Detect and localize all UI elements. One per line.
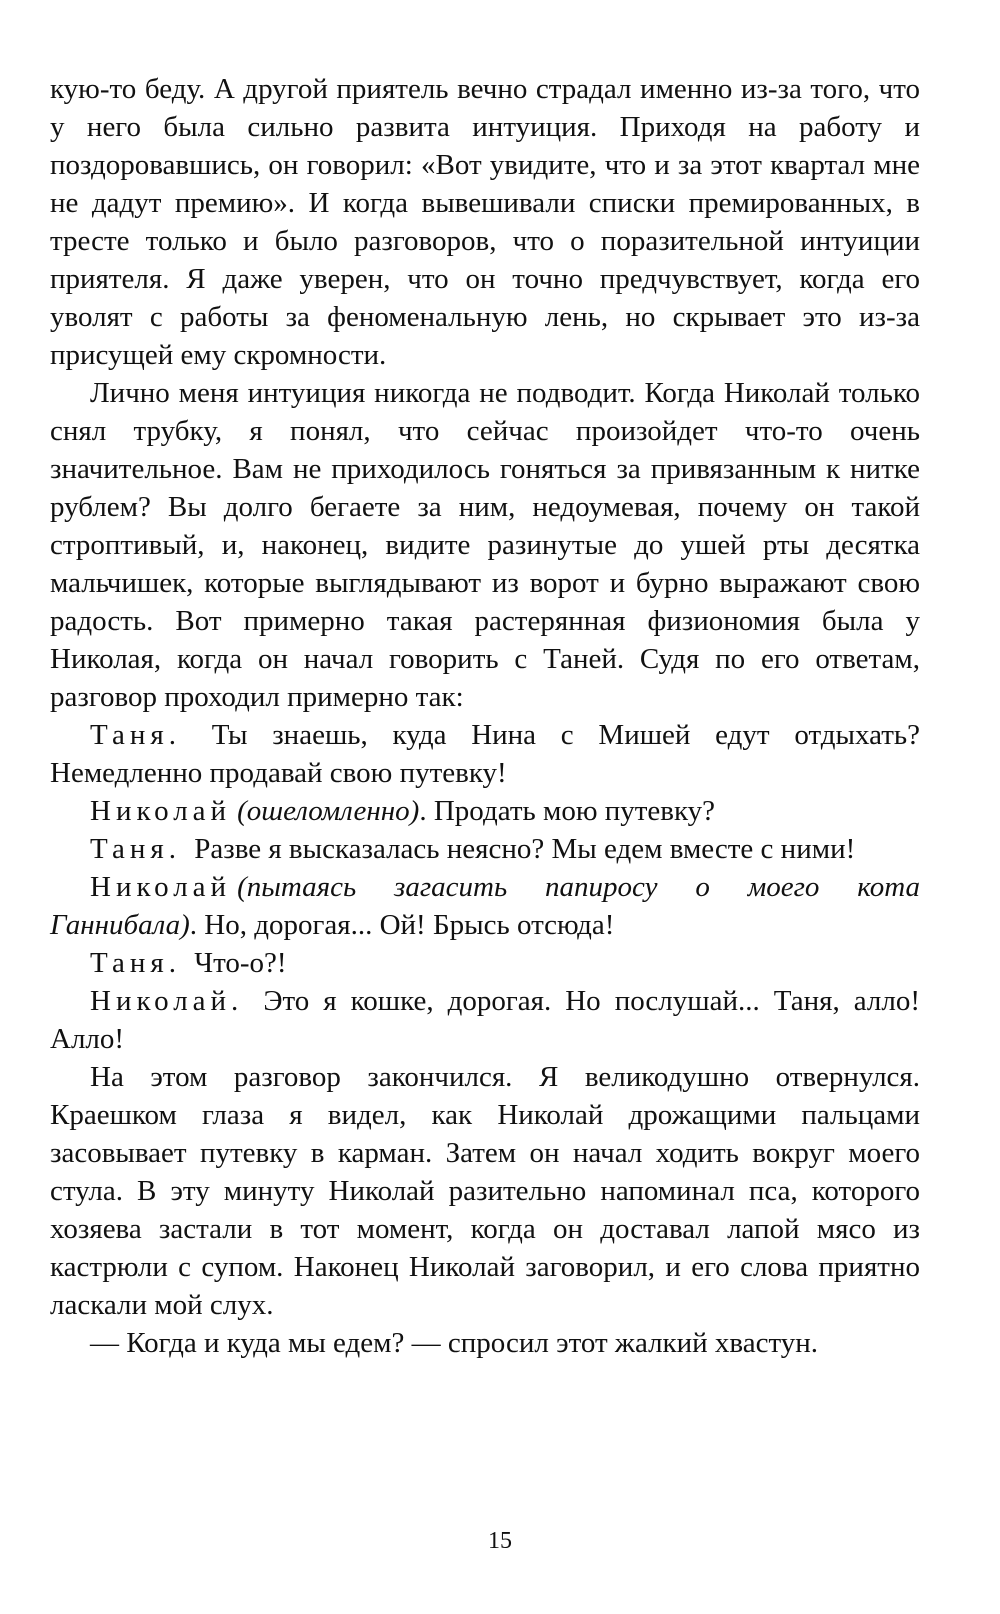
paragraph-final-line: — Когда и куда мы едем? — спросил этот жалкий хвастун. <box>90 1327 819 1359</box>
dialogue-text: Это я кошке, дорогая. Но послушай... Таня, алло! Алло! <box>50 985 920 1055</box>
dialogue-text: Что-о?! <box>186 947 287 979</box>
dialogue-line <box>50 792 920 830</box>
dialogue-text: . Продать мою путевку? <box>419 795 716 827</box>
body-text <box>50 70 920 1362</box>
dialogue-text: Разве я высказалась неясно? Мы едем вместе с ними! <box>186 833 856 865</box>
speaker-name: Николай. <box>90 985 244 1017</box>
dialogue-line <box>50 868 920 944</box>
dialogue-line <box>50 982 920 1058</box>
speaker-name: Николай <box>90 795 232 827</box>
dialogue-line <box>50 830 920 868</box>
dialogue-text: . Но, дорогая... Ой! Брысь отсюда! <box>189 909 615 941</box>
speaker-name: Таня. <box>90 719 181 751</box>
stage-remark: (ошеломленно) <box>237 795 420 827</box>
paragraph-phone-call: Лично меня интуиция никогда не подводит. Когда Николай только снял трубку, я понял, что сейчас произойдет что-то очень значительное. Вам не приходилось гоняться за привязанным к нитке рублем? Вы долго бегаете за ним, недоумевая, почему он такой строптивый, и, наконец, видите разинутые до ушей рты десятка мальчишек, которые выглядывают из ворот и бурно выражают свою радость. Вот примерно такая растерянная физиономия была у Николая, когда он начал говорить с Таней. Судя по его ответам, разговор проходил примерно так: <box>50 377 920 713</box>
speaker-name: Николай <box>90 871 232 903</box>
page-number: 15 <box>488 1528 512 1554</box>
paragraph-intuition: кую-то беду. А другой приятель вечно страдал именно из-за того, что у него была сильно развита интуиция. Приходя на работу и поздоровавшись, он говорил: «Вот увидите, что и за этот квартал мне не дадут премию». И когда вывешивали списки премированных, в тресте только и было разговоров, что о поразительной интуиции приятеля. Я даже уверен, что он точно предчувствует, когда его уволят с работы за феноменальную лень, но скрывает это из-за присущей ему скромности. <box>50 73 920 371</box>
speaker-name: Таня. <box>90 947 181 979</box>
stage-remark: (пытаясь загасить папиросу о моего кота Ганнибала) <box>50 871 920 941</box>
paragraph-closing: На этом разговор закончился. Я великодушно отвернулся. Краешком глаза я видел, как Николай дрожащими пальцами засовывает путевку в карман. Затем он начал ходить вокруг моего стула. В эту минуту Николай разительно напоминал пса, которого хозяева застали в тот момент, когда он доставал лапой мясо из кастрюли с супом. Наконец Николай заговорил, и его слова приятно ласкали мой слух. <box>50 1061 920 1321</box>
dialogue-line <box>50 944 920 982</box>
dialogue-text: Ты знаешь, куда Нина с Мишей едут отдыхать? Немедленно продавай свою путевку! <box>50 719 920 789</box>
dialogue-line <box>50 716 920 792</box>
speaker-name: Таня. <box>90 833 181 865</box>
